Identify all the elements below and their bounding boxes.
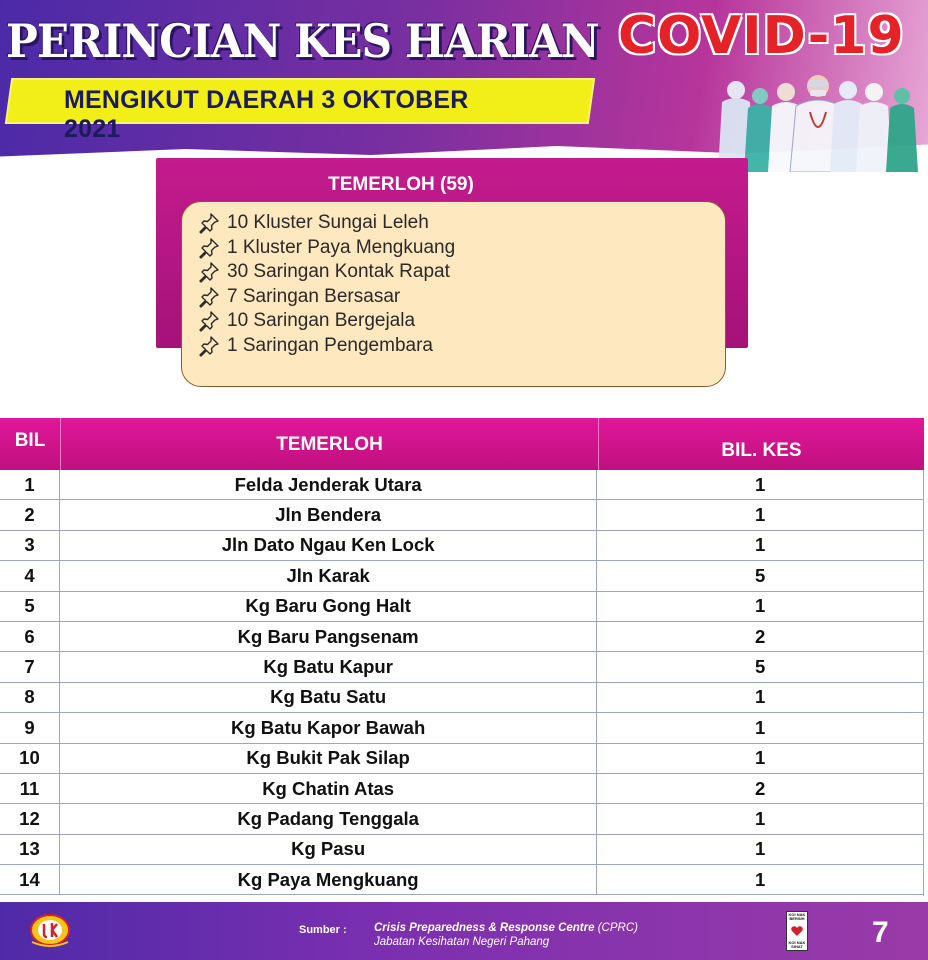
cell-bil: 7 [0,652,60,681]
cell-cases: 2 [755,777,766,799]
source-department: Jabatan Kesihatan Negeri Pahang [374,936,550,948]
cell-cases: 1 [755,747,766,769]
page-subtitle: MENGIKUT DAERAH 3 OKTOBER 2021 [64,86,469,143]
cell-bil: 10 [0,744,60,773]
badge-bottom-text: KOI NAK SIHAT [788,940,806,949]
cell-bil: 3 [0,531,60,560]
table-row [0,500,923,530]
pushpin-icon [198,212,220,234]
table-row [0,470,923,500]
table-row [0,804,923,834]
cell-cases: 5 [755,564,766,586]
summary-item-text: 1 Saringan Pengembara [227,334,433,356]
cell-location: Kg Batu Kapur [60,652,597,681]
summary-item [198,211,455,236]
column-header-bil: BIL [14,430,46,451]
cell-location: Kg Bukit Pak Silap [60,744,597,773]
cell-cases: 1 [755,534,766,556]
cell-location: Kg Padang Tenggala [60,804,597,833]
badge-top-text: KOI NAK BERSIH [788,912,806,921]
table-row [0,865,923,895]
pushpin-icon [198,335,220,357]
table-row [0,835,923,865]
cell-location: Kg Batu Satu [60,683,597,712]
summary-item-text: 30 Saringan Kontak Rapat [227,261,450,283]
cell-location: Kg Pasu [60,835,597,864]
cell-bil: 11 [0,774,60,803]
cell-location: Kg Baru Gong Halt [60,592,597,621]
summary-list [198,211,455,358]
pushpin-icon [198,261,220,283]
summary-title: TEMERLOH (59) [328,174,474,195]
cell-bil: 6 [0,622,60,651]
table-header [0,418,924,470]
page-title: PERINCIAN KES HARIAN [6,14,599,68]
summary-item-text: 10 Kluster Sungai Leleh [227,212,429,234]
cell-bil: 14 [0,865,60,894]
cell-cases: 2 [755,625,766,647]
summary-item-text: 10 Saringan Bergejala [227,310,416,332]
table-row [0,622,923,652]
source-organization: Crisis Preparedness & Response Centre (CPRC) [374,922,638,934]
summary-item [198,285,455,310]
cell-location: Jln Bendera [60,500,597,529]
table-row [0,561,923,591]
summary-item [198,334,455,359]
cell-bil: 12 [0,804,60,833]
pushpin-icon [198,237,220,259]
cell-bil: 5 [0,592,60,621]
table-row [0,683,923,713]
cell-bil: 13 [0,835,60,864]
cell-location: Kg Chatin Atas [60,774,597,803]
column-header-cases: BIL. KES [598,418,924,470]
cell-cases: 1 [755,686,766,708]
table-row [0,774,923,804]
cell-cases: 1 [755,868,766,890]
column-header-location: TEMERLOH [60,418,598,470]
cell-location: Kg Batu Kapor Bawah [60,713,597,742]
cell-bil: 8 [0,683,60,712]
cell-location: Kg Baru Pangsenam [60,622,597,651]
jkn-logo-icon [28,912,72,948]
cell-cases: 1 [755,716,766,738]
summary-item-text: 7 Saringan Bersasar [227,285,401,307]
cell-cases: 1 [755,807,766,829]
cell-bil: 9 [0,713,60,742]
pushpin-icon [198,286,220,308]
cell-cases: 1 [755,504,766,526]
cell-cases: 1 [755,595,766,617]
table-row [0,531,923,561]
cell-location: Jln Karak [60,561,597,590]
cell-location: Kg Paya Mengkuang [60,865,597,894]
heart-icon [791,925,803,937]
table-row [0,652,923,682]
table-row [0,744,923,774]
cell-cases: 5 [755,656,766,678]
pushpin-icon [198,310,220,332]
cell-location: Jln Dato Ngau Ken Lock [60,531,597,560]
summary-item [198,260,455,285]
cell-cases: 1 [755,473,766,495]
healthcare-workers-illustration [700,72,928,172]
cases-table [0,470,924,896]
summary-item [198,309,455,334]
kkm-campaign-badge [786,911,808,951]
summary-item-text: 1 Kluster Paya Mengkuang [227,236,456,258]
covid-title: COVID-19 [618,6,905,66]
cell-bil: 2 [0,500,60,529]
table-row [0,592,923,622]
summary-item [198,236,455,261]
cell-cases: 1 [755,838,766,860]
source-label: Sumber : [299,924,347,936]
page-number: 7 [872,916,889,949]
table-row [0,713,923,743]
cell-bil: 4 [0,561,60,590]
cell-bil: 1 [0,470,60,499]
cell-location: Felda Jenderak Utara [60,470,597,499]
